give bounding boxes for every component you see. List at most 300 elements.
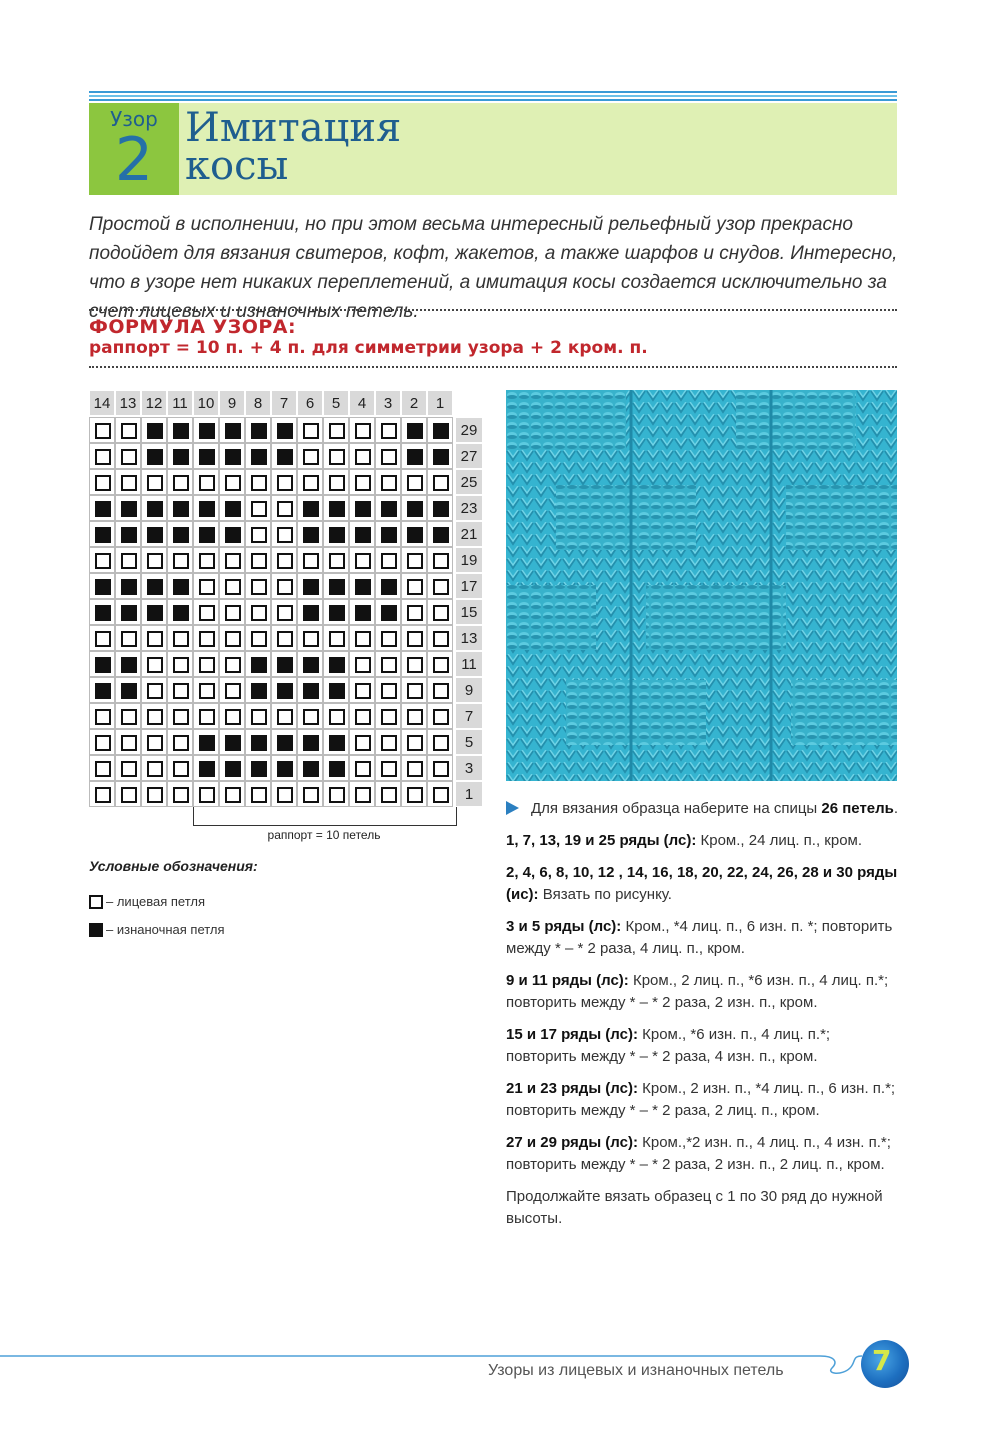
chart-column-number: 10 <box>193 390 219 416</box>
chart-cell <box>141 625 167 651</box>
chart-cell <box>219 573 245 599</box>
chart-cell <box>349 573 375 599</box>
chart-cell <box>193 521 219 547</box>
row-step-rows: 1, 7, 13, 19 и 25 ряды (лс): <box>506 832 697 849</box>
chart-cell <box>193 495 219 521</box>
chart-cell <box>323 417 349 443</box>
chart-row-number: 3 <box>455 755 483 781</box>
chart-row-number: 17 <box>455 573 483 599</box>
chart-cell <box>219 625 245 651</box>
purl-stitch <box>199 501 215 517</box>
badge-label: Узор <box>110 107 158 131</box>
purl-stitch <box>199 527 215 543</box>
chart-cell <box>375 599 401 625</box>
chart-cell <box>219 703 245 729</box>
chart-cell <box>245 417 271 443</box>
chart-cell <box>427 521 453 547</box>
purl-stitch <box>147 423 163 439</box>
knit-stitch <box>433 631 449 647</box>
chart-cell <box>193 573 219 599</box>
row-step-rows: 9 и 11 ряды (лс): <box>506 972 629 989</box>
chart-cell <box>245 677 271 703</box>
rapport-bracket <box>193 807 457 826</box>
knit-stitch <box>433 553 449 569</box>
purl-stitch <box>407 501 423 517</box>
purl-stitch <box>147 527 163 543</box>
chart-cell <box>89 755 115 781</box>
footer-section-title: Узоры из лицевых и изнаночных петель <box>488 1362 784 1379</box>
knit-stitch <box>381 683 397 699</box>
chart-cell <box>193 443 219 469</box>
purl-stitch <box>329 761 345 777</box>
purl-stitch <box>381 501 397 517</box>
chart-row-number: 27 <box>455 443 483 469</box>
knit-stitch <box>121 631 137 647</box>
chart-cell <box>141 729 167 755</box>
chart-cell <box>245 703 271 729</box>
knit-stitch <box>433 683 449 699</box>
chart-cell <box>219 729 245 755</box>
chart-column-number: 1 <box>427 390 453 416</box>
knit-stitch <box>147 735 163 751</box>
legend-knit <box>89 894 205 909</box>
knitted-sample-photo <box>506 390 897 781</box>
knit-stitch <box>199 475 215 491</box>
knit-stitch <box>95 735 111 751</box>
knit-stitch <box>381 631 397 647</box>
purl-stitch <box>147 605 163 621</box>
purl-stitch <box>147 579 163 595</box>
knit-stitch <box>251 787 267 803</box>
chart-cell <box>349 547 375 573</box>
chart-cell <box>141 443 167 469</box>
chart-cell <box>427 651 453 677</box>
page-number: 7 <box>872 1344 892 1377</box>
chart-cell <box>401 469 427 495</box>
chart-cell <box>219 469 245 495</box>
chart-cell <box>323 703 349 729</box>
knit-stitch <box>277 475 293 491</box>
knit-stitch <box>407 553 423 569</box>
knit-stitch <box>121 449 137 465</box>
purl-stitch <box>199 423 215 439</box>
chart-cell <box>193 651 219 677</box>
chart-cell <box>349 729 375 755</box>
chart-cell <box>89 547 115 573</box>
chart-cell <box>427 417 453 443</box>
knit-stitch <box>303 475 319 491</box>
chart-cell <box>297 651 323 677</box>
chart-cell <box>427 677 453 703</box>
chart-column-number: 8 <box>245 390 271 416</box>
purl-stitch <box>199 761 215 777</box>
chart-cell <box>349 443 375 469</box>
chart-cell <box>349 625 375 651</box>
knit-stitch <box>433 605 449 621</box>
chart-cell <box>167 703 193 729</box>
dotted-divider <box>89 366 897 368</box>
chart-column-number: 7 <box>271 390 297 416</box>
purl-stitch <box>329 605 345 621</box>
knit-stitch <box>433 657 449 673</box>
purl-stitch <box>381 579 397 595</box>
chart-cell <box>375 443 401 469</box>
knit-stitch <box>303 787 319 803</box>
knit-stitch <box>199 579 215 595</box>
chart-cell <box>167 443 193 469</box>
purl-stitch <box>381 527 397 543</box>
knit-stitch <box>147 553 163 569</box>
chart-cell <box>427 781 453 807</box>
purl-stitch <box>277 761 293 777</box>
chart-cell <box>323 469 349 495</box>
knit-stitch <box>173 475 189 491</box>
rapport-label: раппорт = 10 петель <box>267 828 381 842</box>
page-title <box>185 105 402 189</box>
chart-cell <box>323 651 349 677</box>
chart-cell <box>271 495 297 521</box>
chart-cell <box>89 443 115 469</box>
chart-cell <box>349 495 375 521</box>
chart-column-number: 5 <box>323 390 349 416</box>
chart-cell <box>427 573 453 599</box>
knit-texture-image <box>506 390 897 781</box>
row-step-rows: 2, 4, 6, 8, 10, 12 , 14, 16, 18, 20, 22, 24, 26, 28 и 30 ряды (ис): <box>506 864 898 903</box>
chart-cell <box>401 547 427 573</box>
purl-stitch <box>251 423 267 439</box>
chart-cell <box>167 495 193 521</box>
purl-stitch <box>121 657 137 673</box>
chart-cell <box>193 547 219 573</box>
row-step-rows: 3 и 5 ряды (лс): <box>506 918 622 935</box>
row-step <box>506 1078 901 1122</box>
chart-cell <box>271 521 297 547</box>
chart-cell <box>141 573 167 599</box>
chart-cell <box>167 677 193 703</box>
chart-column-number: 13 <box>115 390 141 416</box>
purl-stitch <box>95 527 111 543</box>
chart-cell <box>271 443 297 469</box>
chart-cell <box>89 781 115 807</box>
knit-stitch <box>329 449 345 465</box>
purl-stitch <box>121 605 137 621</box>
chart-cell <box>349 417 375 443</box>
knit-stitch <box>147 761 163 777</box>
chart-cell <box>297 729 323 755</box>
knit-stitch <box>329 787 345 803</box>
chart-cell <box>141 651 167 677</box>
chart-cell <box>245 755 271 781</box>
knit-stitch <box>277 553 293 569</box>
knit-stitch <box>355 553 371 569</box>
knit-stitch <box>355 449 371 465</box>
row-step-text: Кром.,*2 изн. п., 4 лиц. п., 4 изн. п.*; повторить между * – * 2 раза, 2 изн. п., 2 лиц. п., кром. <box>506 1134 891 1173</box>
chart-corner <box>455 390 483 416</box>
chart-cell <box>245 625 271 651</box>
chart-cell <box>323 521 349 547</box>
chart-cell <box>323 573 349 599</box>
chart-cell <box>401 521 427 547</box>
chart-cell <box>375 729 401 755</box>
chart-cell <box>375 703 401 729</box>
chart-cell <box>219 547 245 573</box>
knit-stitch <box>433 475 449 491</box>
chart-cell <box>141 469 167 495</box>
knit-stitch <box>251 605 267 621</box>
chart-cell <box>89 677 115 703</box>
row-step-text: Вязать по рисунку. <box>538 886 672 903</box>
knit-stitch <box>381 423 397 439</box>
knit-stitch <box>199 631 215 647</box>
chart-cell <box>375 417 401 443</box>
chart-cell <box>193 755 219 781</box>
chart-column-number: 14 <box>89 390 115 416</box>
chart-cell <box>427 469 453 495</box>
knit-stitch <box>251 579 267 595</box>
chart-column-number: 12 <box>141 390 167 416</box>
knit-stitch <box>355 735 371 751</box>
chart-cell <box>115 729 141 755</box>
purl-stitch <box>147 501 163 517</box>
chart-row-number: 25 <box>455 469 483 495</box>
knit-stitch <box>407 761 423 777</box>
chart-cell <box>297 599 323 625</box>
chart-cell <box>375 755 401 781</box>
chart-cell <box>141 781 167 807</box>
knit-stitch <box>329 631 345 647</box>
purl-stitch <box>251 761 267 777</box>
chart-column-number: 11 <box>167 390 193 416</box>
legend-purl <box>89 922 225 937</box>
chart-cell <box>115 599 141 625</box>
purl-stitch <box>277 735 293 751</box>
chart-cell <box>375 495 401 521</box>
knit-stitch <box>95 449 111 465</box>
knit-stitch <box>433 761 449 777</box>
knit-stitch <box>199 787 215 803</box>
chart-cell <box>401 599 427 625</box>
knit-stitch <box>407 683 423 699</box>
purl-stitch <box>173 527 189 543</box>
chart-cell <box>115 781 141 807</box>
purl-stitch <box>225 761 241 777</box>
chart-cell <box>375 521 401 547</box>
purl-stitch <box>121 501 137 517</box>
purl-stitch <box>225 423 241 439</box>
knit-stitch <box>121 787 137 803</box>
header-stripes <box>89 91 897 103</box>
chart-cell <box>115 625 141 651</box>
chart-cell <box>297 781 323 807</box>
chart-cell <box>427 755 453 781</box>
chart-cell <box>193 677 219 703</box>
knit-stitch <box>121 735 137 751</box>
knit-stitch <box>329 423 345 439</box>
chart-cell <box>167 521 193 547</box>
chart-cell <box>375 547 401 573</box>
chart-cell <box>297 417 323 443</box>
knit-stitch <box>199 605 215 621</box>
knit-stitch <box>173 553 189 569</box>
chart-cell <box>271 703 297 729</box>
chart-cell <box>245 573 271 599</box>
knit-symbol-icon <box>89 895 103 909</box>
row-steps <box>506 830 901 1176</box>
formula-text: раппорт = 10 п. + 4 п. для симметрии узора + 2 кром. п. <box>89 338 648 358</box>
chart-cell <box>297 443 323 469</box>
chart-cell <box>401 703 427 729</box>
arrow-right-icon <box>506 801 519 815</box>
cast-on-text: Для вязания образца наберите на спицы <box>531 800 822 817</box>
chart-row-number: 9 <box>455 677 483 703</box>
row-step-text: Кром., *6 изн. п., 4 лиц. п.*; повторить между * – * 2 раза, 4 изн. п., кром. <box>506 1026 831 1065</box>
chart-cell <box>297 521 323 547</box>
purl-stitch <box>277 423 293 439</box>
purl-stitch <box>95 579 111 595</box>
title-line-2: косы <box>185 143 289 189</box>
formula-title: ФОРМУЛА УЗОРА: <box>89 316 297 338</box>
chart-cell <box>401 677 427 703</box>
chart-cell <box>89 599 115 625</box>
purl-stitch <box>251 683 267 699</box>
chart-cell <box>271 599 297 625</box>
chart-cell <box>219 443 245 469</box>
purl-stitch <box>433 527 449 543</box>
purl-stitch <box>407 527 423 543</box>
row-step-rows: 15 и 17 ряды (лс): <box>506 1026 638 1043</box>
purl-symbol-icon <box>89 923 103 937</box>
chart-cell <box>141 677 167 703</box>
chart-cell <box>141 703 167 729</box>
purl-stitch <box>121 579 137 595</box>
purl-stitch <box>173 423 189 439</box>
purl-stitch <box>407 449 423 465</box>
chart-cell <box>401 625 427 651</box>
row-step <box>506 830 901 852</box>
knit-stitch <box>381 449 397 465</box>
knit-stitch <box>407 787 423 803</box>
chart-cell <box>245 729 271 755</box>
row-step-rows: 27 и 29 ряды (лс): <box>506 1134 638 1151</box>
chart-cell <box>427 547 453 573</box>
chart-cell <box>141 547 167 573</box>
knit-stitch <box>199 657 215 673</box>
chart-cell <box>141 755 167 781</box>
knit-stitch <box>381 553 397 569</box>
chart-cell <box>141 417 167 443</box>
purl-stitch <box>433 423 449 439</box>
knit-stitch <box>303 449 319 465</box>
knit-stitch <box>95 553 111 569</box>
knit-stitch <box>277 501 293 517</box>
purl-stitch <box>225 735 241 751</box>
knit-stitch <box>147 475 163 491</box>
purl-stitch <box>251 449 267 465</box>
knit-stitch <box>303 423 319 439</box>
knit-stitch <box>355 631 371 647</box>
knit-stitch <box>121 761 137 777</box>
chart-cell <box>349 469 375 495</box>
knit-stitch <box>381 709 397 725</box>
purl-stitch <box>329 683 345 699</box>
chart-cell <box>401 495 427 521</box>
chart-cell <box>323 677 349 703</box>
chart-cell <box>349 677 375 703</box>
chart-cell <box>245 469 271 495</box>
chart-cell <box>89 729 115 755</box>
row-step-text: Кром., 2 лиц. п., *6 изн. п., 4 лиц. п.*; повторить между * – * 2 раза, 2 изн. п., кром. <box>506 972 889 1011</box>
dotted-divider <box>89 309 897 311</box>
knit-stitch <box>303 553 319 569</box>
knit-stitch <box>303 631 319 647</box>
knit-stitch <box>407 631 423 647</box>
purl-stitch <box>303 735 319 751</box>
chart-cell <box>193 703 219 729</box>
chart-cell <box>167 417 193 443</box>
chart-cell <box>167 599 193 625</box>
purl-stitch <box>303 605 319 621</box>
knit-stitch <box>95 631 111 647</box>
chart-cell <box>245 651 271 677</box>
row-step <box>506 1132 901 1176</box>
knit-stitch <box>121 423 137 439</box>
chart-cell <box>115 573 141 599</box>
chart-row-number: 7 <box>455 703 483 729</box>
knit-stitch <box>95 423 111 439</box>
purl-stitch <box>303 501 319 517</box>
chart-cell <box>219 495 245 521</box>
chart-cell <box>271 547 297 573</box>
chart-cell <box>219 677 245 703</box>
knit-stitch <box>225 631 241 647</box>
chart-cell <box>167 573 193 599</box>
knit-stitch <box>173 735 189 751</box>
knit-stitch <box>225 553 241 569</box>
chart-column-number: 3 <box>375 390 401 416</box>
chart-column-number: 2 <box>401 390 427 416</box>
knit-stitch <box>147 657 163 673</box>
header-band <box>89 103 897 195</box>
row-step-text: Кром., 24 лиц. п., кром. <box>696 832 863 849</box>
chart-cell <box>427 495 453 521</box>
knit-stitch <box>407 475 423 491</box>
knit-stitch <box>381 761 397 777</box>
knit-stitch <box>329 475 345 491</box>
knit-stitch <box>251 553 267 569</box>
chart-cell <box>323 599 349 625</box>
purl-stitch <box>329 657 345 673</box>
purl-stitch <box>251 735 267 751</box>
purl-stitch <box>225 449 241 465</box>
knit-stitch <box>407 605 423 621</box>
cast-on-line <box>506 798 901 820</box>
row-step <box>506 1024 901 1068</box>
knit-stitch <box>95 787 111 803</box>
purl-stitch <box>303 761 319 777</box>
chart-cell <box>193 469 219 495</box>
chart-cell <box>141 599 167 625</box>
knit-stitch <box>251 709 267 725</box>
knit-stitch <box>121 475 137 491</box>
chart-row-number: 19 <box>455 547 483 573</box>
chart-row-number: 21 <box>455 521 483 547</box>
chart-cell <box>427 703 453 729</box>
purl-stitch <box>225 527 241 543</box>
purl-stitch <box>355 527 371 543</box>
chart-cell <box>375 677 401 703</box>
purl-stitch <box>303 657 319 673</box>
knit-stitch <box>381 475 397 491</box>
